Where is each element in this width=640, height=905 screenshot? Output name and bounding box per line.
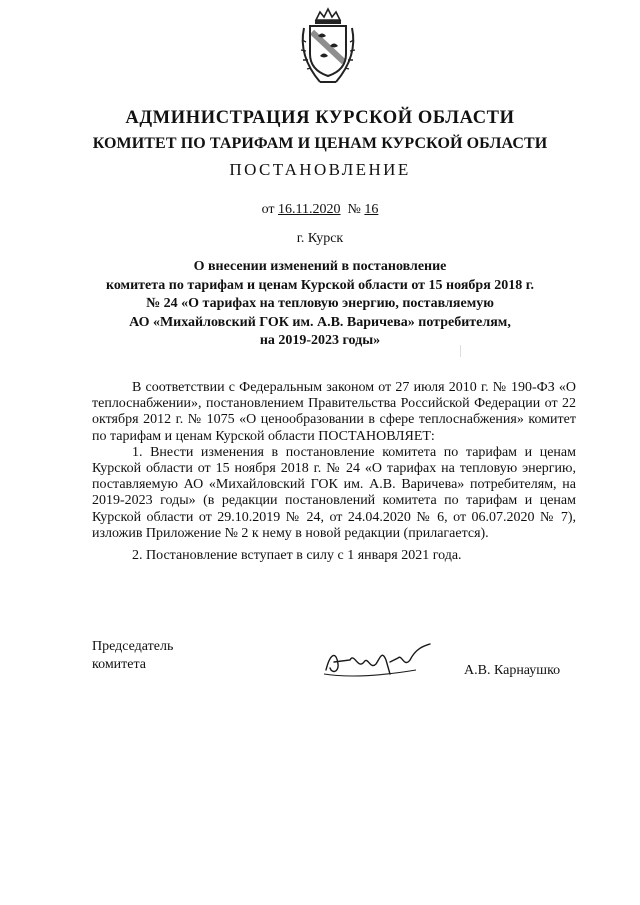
date-number-line <box>0 202 640 218</box>
title-line: комитета по тарифам и ценам Курской области от 15 ноября 2018 г. <box>105 277 535 293</box>
signatory-position <box>92 638 173 674</box>
committee-heading: КОМИТЕТ ПО ТАРИФАМ И ЦЕНАМ КУРСКОЙ ОБЛАСТИ <box>92 135 548 152</box>
document-type: ПОСТАНОВЛЕНИЕ <box>229 160 411 179</box>
number-prefix: № <box>347 202 361 217</box>
document-body <box>92 380 576 564</box>
title-line: № 24 «О тарифах на тепловую энергию, поставляемую <box>146 296 494 311</box>
document-title <box>0 258 640 351</box>
item-1-paragraph: 1. Внести изменения в постановление комитета по тарифам и ценам Курской области от 15 ноября 2018 г. № 24 «О тарифах на тепловую энергию, поставляемую АО «Михайловский ГОК им. А.В. Варичева» потребителям, на 2019-2023 годы» (в редакции постановлений комитета по тарифам и ценам Курской области от 29.10.2019 № 24, от 24.04.2020 № 6, от 06.07.2020 № 7), изложив Приложение № 2 к нему в новой редакции (прилагается). <box>92 444 576 541</box>
title-line: О внесении изменений в постановление <box>193 259 447 274</box>
title-line: АО «Михайловский ГОК им. А.В. Варичева» потребителям, <box>129 314 511 330</box>
preamble-paragraph: В соответствии с Федеральным законом от 27 июля 2010 г. № 190-ФЗ «О теплоснабжении», постановлением Правительства Российской Федерации от 22 октября 2012 г. № 1075 «О ценообразовании в сфере теплоснабжения» комитет по тарифам и ценам Курской области ПОСТАНОВЛЯЕТ: <box>92 380 576 444</box>
item-2-paragraph: 2. Постановление вступает в силу с 1 января 2021 года. <box>132 548 462 564</box>
date-prefix: от <box>261 202 275 217</box>
document-number: 16 <box>364 202 379 217</box>
signatory-name: А.В. Карнаушко <box>464 663 561 678</box>
handwritten-signature <box>320 640 440 685</box>
position-line-1: Председатель <box>92 639 174 654</box>
document-date: 16.11.2020 <box>278 202 341 217</box>
coat-of-arms-emblem <box>296 6 360 86</box>
administration-heading: АДМИНИСТРАЦИЯ КУРСКОЙ ОБЛАСТИ <box>125 108 515 128</box>
position-line-2: комитета <box>92 657 147 672</box>
title-line: на 2019-2023 годы» <box>259 333 381 348</box>
scan-artifact <box>460 345 461 357</box>
city: г. Курск <box>296 231 344 246</box>
